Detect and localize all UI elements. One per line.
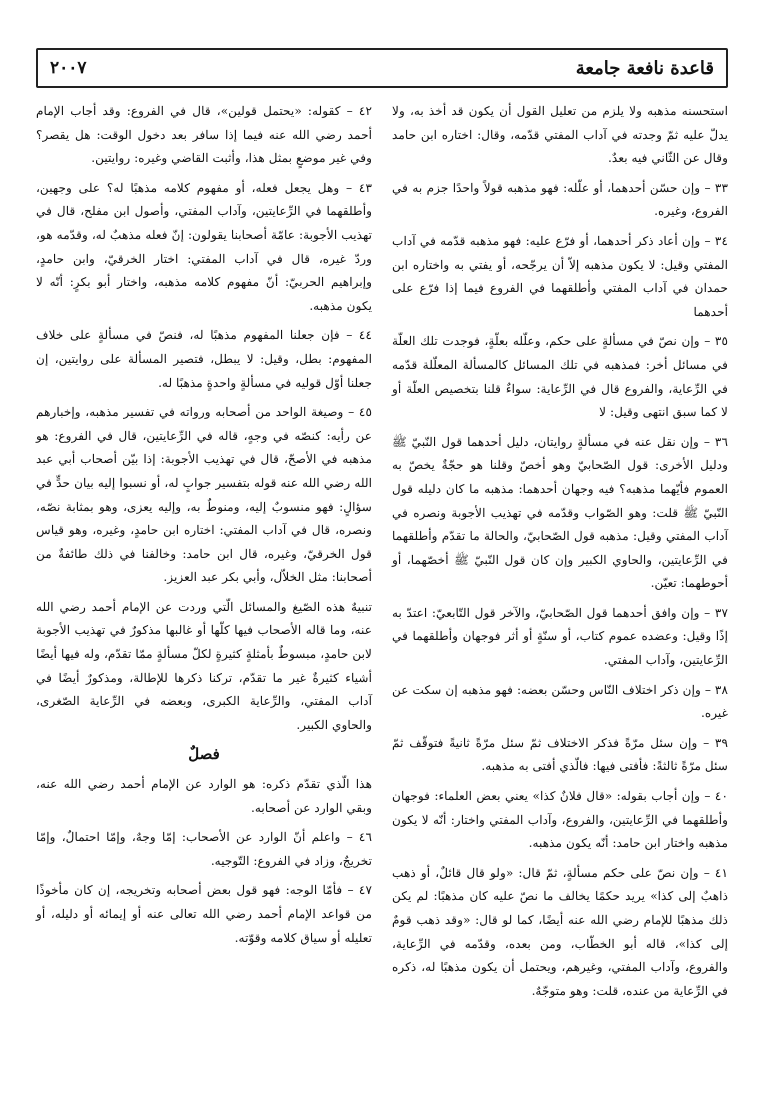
paragraph: ٤٤ – فإن جعلنا المفهوم مذهبًا له، فنصّ في مسألةٍ على خلاف المفهوم: بطل، وقيل: لا يبطل، فتصير المسألة على روايتين، إن جعلنا أوّل قوليه في مسألةٍ واحدةٍ مذهبًا له. [36, 328, 372, 390]
paragraph: ٤٦ – واعلم أنّ الوارد عن الأصحاب: إمّا وجهٌ، وإمّا احتمالٌ، وإمّا تخريجٌ، وزاد في الفروع: التّوجيه. [36, 830, 372, 868]
paragraph: ٣٤ – وإن أعاد ذكر أحدهما، أو فرّع عليه: فهو مذهبه قدّمه في آداب المفتي وقيل: لا يكون مذهبه إلاّ أن يرجّحه، أو يفتي به واختاره ابن حمدان في آداب المفتي وأطلقهما في الفروع فيما إذا فرّع على أحدهما [392, 233, 728, 319]
paragraph: ٤٣ – وهل يجعل فعله، أو مفهوم كلامه مذهبًا له؟ على وجهين، وأطلقهما في الرِّعايتين، وآداب المفتي، وأصول ابن مفلح، قال في تهذيب الأجوبة: عامّة أصحابنا يقولون: إنّ فعله مذهبٌ له، وقدّمه هو، وردّ غيره، قال في آداب المفتي: اختار الخرقيّ، وابن حامدٍ، وإبراهيم الحربيّ: أنّ مفهوم كلامه مذهبه، واختار أبو بكرٍ: أنّه لا يكون مذهبه. [36, 180, 372, 313]
paragraph: ٤٥ – وصيغة الواحد من أصحابه ورواته في تفسير مذهبه، وإخبارهم عن رأيه: كنصّه في وجهٍ، قاله في الرِّعايتين، قال في الفروع: هو مذهبه في الأصحّ، قال في تهذيب الأجوبة: إذا بيّن أصحاب أبي عبد الله رضي الله عنه قوله بتفسير جوابٍ له، أو نسبوا إليه بيان حدٍّ في سؤالٍ: فهو منسوبٌ إليه، ومنوطٌ به، وإليه يعزى، وهو بمثابة نصّه، ونصره، قال في آداب المفتي: اختاره ابن حامدٍ، وغيره، وهو قياس قول الخرقيّ، وغيره، قال ابن حامد: وخالفنا في ذلك طائفةٌ من أصحابنا: مثل الخلاّل، وأبي بكر عبد العزيز. [36, 405, 372, 585]
section-heading: فصلٌ [188, 745, 220, 764]
paragraph: ٤٢ – كقوله: «يحتمل قولين»، قال في الفروع: وقد أجاب الإمام أحمد رضي الله عنه فيما إذا سافر بعد دخول الوقت: هل يقصر؟ وفي غير موضعٍ بمثل هذا، وأثبت القاضي وغيره: روايتين. [36, 104, 372, 166]
paragraph: استحسنه مذهبه ولا يلزم من تعليل القول أن يكون قد أخذ به، ولا يدلّ عليه ثمّ وجدته في آداب المفتي قدّمه، وقال: اختاره ابن حامد وقال عن الثّاني فيه بعدٌ. [392, 104, 728, 166]
paragraph: هذا الّذي تقدّم ذكره: هو الوارد عن الإمام أحمد رضي الله عنه، وبقي الوارد عن أصحابه. [36, 777, 372, 815]
paragraph: ٣٨ – وإن ذكر اختلاف النّاس وحسّن بعضه: فهو مذهبه إن سكت عن غيره. [392, 682, 728, 721]
page-number: ٢٠٠٧ [50, 58, 87, 78]
page-header [36, 48, 728, 88]
paragraph: ٣٥ – وإن نصّ في مسألةٍ على حكم، وعلّله بعلّةٍ، فوجدت تلك العلّة في مسائل أخر: فمذهبه في تلك المسائل كالمسألة المعلّلة قدّمه في الرِّعاية، والفروع قال في الرِّعاية: سواءٌ قلنا بتخصيص العلّة أو لا كما سبق انتهى وقيل: لا [392, 334, 728, 420]
paragraph: ٣٣ – وإن حسّن أحدهما، أو علّله: فهو مذهبه قولاً واحدًا جزم به في الفروع، وغيره. [392, 180, 728, 219]
paragraph: ٣٩ – وإن سئل مرّةً فذكر الاختلاف ثمّ سئل مرّةً ثانيةً فتوقّف ثمّ سئل مرّةً ثالثةً: فأفتى فيها: فالّذي أفتى به مذهبه. [392, 735, 728, 774]
paragraph: ٣٧ – وإن وافق أحدهما قول الصّحابيّ، والآخر قول التّابعيّ: اعتدّ به إذًا وقيل: وعضده عموم كتاب، أو سنّةٍ أو أثر فوجهان وأطلقهما في الرِّعايتين، وآداب المفتي. [392, 605, 728, 668]
book-page [36, 48, 728, 1088]
paragraph: ٤١ – وإن نصّ على حكم مسألةٍ، ثمّ قال: «ولو قال قائلٌ، أو ذهب ذاهبٌ إلى كذا» يريد حكمًا يخالف ما نصّ عليه كان مذهبًا: لم يكن ذلك مذهبًا للإمام رضي الله عنه أيضًا، كما لو قال: «وقد ذهب قومٌ إلى كذا»، قاله أبو الخطّاب، ومن بعده، وقدّمه في الرِّعاية، والفروع، وآداب المفتي، وغيرهم، ويحتمل أن يكون مذهبًا له، ذكره في الرِّعاية من عنده، قلت: وهو متوجّهٌ. [392, 865, 728, 998]
paragraph: تنبيهٌ هذه الصّيغ والمسائل الّتي وردت عن الإمام أحمد رضي الله عنه، وما قاله الأصحاب فيها كلّها أو غالبها مذكورٌ في تهذيب الأجوبة لابن حامدٍ، مبسوطٌ بأمثلةٍ كثيرةٍ لكلّ مسألةٍ ممّا تقدّم، وله فيها أيضًا أشياء كثيرةٌ غير ما تقدّم، تركنا ذكرها للإطالة، ومذكورٌ أيضًا في آداب المفتي، والرِّعاية الكبرى، وبعضه في الرِّعاية الصّغرى، والحاوي الكبير. [36, 599, 372, 732]
running-title: قاعدة نافعة جامعة [575, 57, 714, 79]
right-column [392, 100, 728, 1088]
paragraph: ٣٦ – وإن نقل عنه في مسألةٍ روايتان، دليل أحدهما قول النّبيّ ﷺ ودليل الأخرى: قول الصّحابيّ وهو أخصّ وقلنا هو حجّةٌ يخصّ به العموم فأيّهما مذهبه؟ فيه وجهان أحدهما: مذهبه ما كان دليله قول النّبيّ ﷺ قلت: وهو الصّواب وقدّمه في تهذيب الأجوبة ونصره في آداب المفتي وقيل: مذهبه قول الصّحابيّ، والحالة ما تقدّم وأطلقهما في الرِّعايتين، والحاوي الكبير وإن كان قول النّبيّ ﷺ أخصّهما، أو أحوطهما: تعيّن. [392, 434, 728, 591]
paragraph: ٤٧ – فأمّا الوجه: فهو قول بعض أصحابه وتخريجه، إن كان مأخوذًا من قواعد الإمام أحمد رضي الله تعالى عنه أو إيمائه أو دليله، أو تعليله أو سياق كلامه وقوّته. [36, 883, 372, 945]
paragraph: ٤٠ – وإن أجاب بقوله: «قال فلانٌ كذا» يعني بعض العلماء: فوجهان وأطلقهما في الرِّعايتين، والفروع، وآداب المفتي واختار: أنّه لا يكون مذهبه واختار ابن حامد: أنّه يكون مذهبه. [392, 789, 728, 851]
text-columns [36, 100, 728, 1088]
left-column [36, 100, 372, 1088]
